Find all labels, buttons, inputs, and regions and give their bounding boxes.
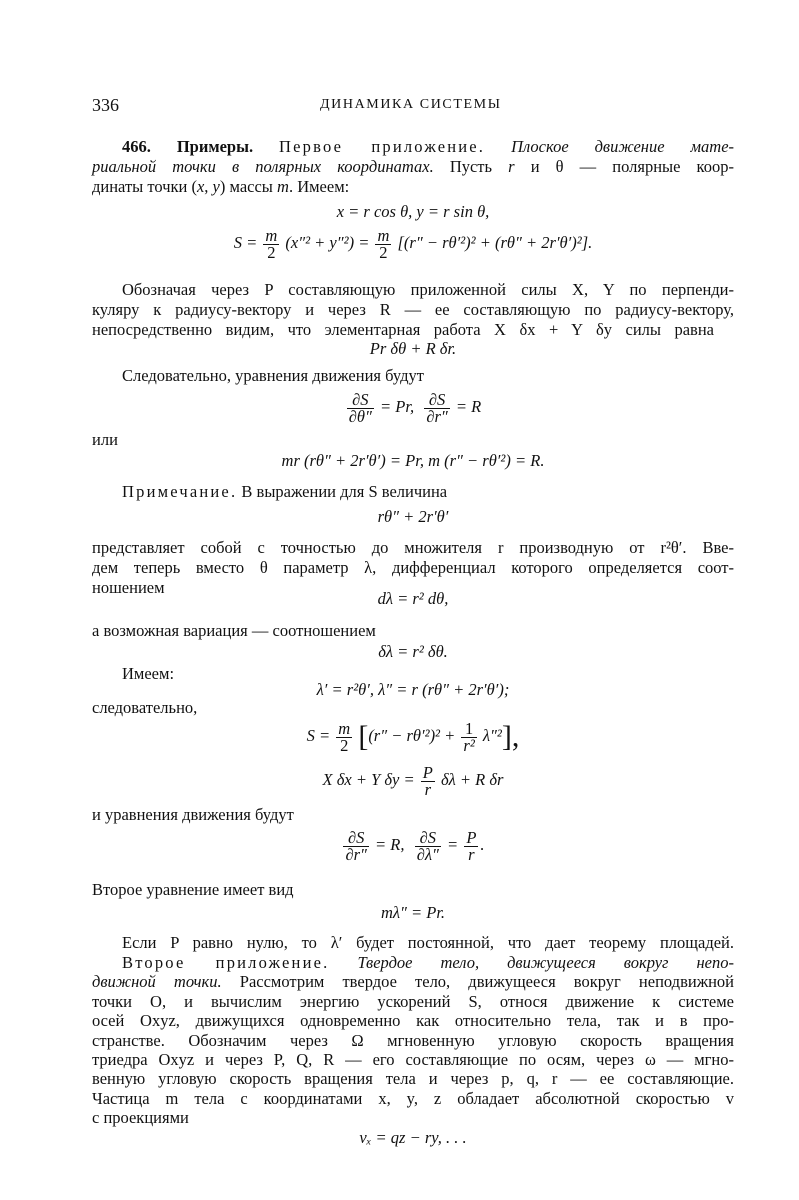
second-app-line-2: движной точки. Рассмотрим твердое тело, движущееся вокруг неподвижной	[92, 972, 734, 991]
lambda-derivatives: λ′ = r²θ′, λ″ = r (rθ″ + 2r′θ′);	[316, 680, 510, 699]
motion-equations: mr (rθ″ + 2r′θ′) = Pr, m (r″ − rθ′²) = R.	[281, 451, 545, 470]
paragraph-3-line-3: ношением	[92, 578, 165, 597]
paragraph-3-line-2: дем теперь вместо θ параметр λ, дифференциал которого определяется соот-	[92, 558, 734, 577]
first-application-label: Первое приложение.	[279, 137, 486, 156]
work-equation-2: X δx + Y δy = $\frac{P}{r}$ δλ + R δr	[322, 762, 504, 799]
work-equation: Pr δθ + R δr.	[369, 339, 457, 358]
second-application-label: Второе приложение.	[122, 953, 330, 972]
second-app-line-9: с проекциями	[92, 1108, 189, 1127]
second-app-line-3: точки O, и вычислим энергию ускорений S, относя движение к системе	[92, 992, 734, 1011]
second-app-line-5: странстве. Обозначим через Ω мгновенную угловую скорость вращения	[92, 1031, 734, 1050]
variation-equation: δλ = r² δθ.	[378, 642, 448, 661]
paragraph-5: Если P равно нулю, то λ′ будет постоянной, что дает теорему площадей.	[122, 933, 734, 952]
energy-equation: S = $\frac{m}{2}$ (x″² + y″²) = $\frac{m}{2}$ [(r″ − rθ′²)² + (rθ″ + 2r′θ′)²].	[233, 225, 593, 262]
second-app-line-4: осей Oxyz, движущихся одновременно как относительно тела, так и в про-	[92, 1011, 734, 1030]
paragraph-1-line-2: куляру к радиусу-вектору и через R — ее составляющую по радиусу-вектору,	[92, 300, 734, 319]
section-line-1: 466. Примеры. Первое приложение. Плоское движение мате-	[122, 137, 735, 156]
velocity-projection: vₓ = qz − ry, . . .	[359, 1128, 467, 1147]
section-number: 466.	[122, 137, 151, 156]
polar-equations: x = r cos θ, y = r sin θ,	[336, 202, 490, 221]
second-equation: mλ″ = Pr.	[380, 903, 446, 922]
note-label: Примечание.	[122, 482, 238, 501]
section-title: Примеры.	[176, 137, 254, 156]
second-app-line-1: Второе приложение. Твердое тело, движущееся вокруг непо-	[122, 953, 734, 972]
page-number: 336	[92, 95, 119, 115]
note-line: Примечание. В выражении для S величина	[122, 482, 448, 501]
section-line-2: риальной точки в полярных координатах. Пусть r и θ — полярные коор-	[92, 157, 734, 176]
second-app-line-6: триедра Oxyz и через P, Q, R — его составляющие по осям, через ω — мгно-	[92, 1050, 734, 1069]
energy-equation-2: S = $\frac{m}{2}$ [(r″ − rθ′²)² + $\frac{1}{\text{r²}}$ λ″²],	[306, 718, 520, 755]
lagrange-equations: $\frac{\partial S}{\partial\theta''}$ = Pr, $\frac{\partial S}{\partial r''}$ = R	[348, 389, 482, 426]
paragraph-1-line-3: непосредственно видим, что элементарная работа X δx + Y δy силы равна	[92, 320, 714, 339]
have-line: Имеем:	[122, 664, 175, 683]
hence-line: следовательно,	[92, 698, 198, 717]
paragraph-3-line-1: представляет собой с точностью до множителя r производную от r²θ′. Вве-	[92, 538, 734, 557]
paragraph-1-line-1: Обозначая через P составляющую приложенной силы X, Y по перпенди-	[122, 280, 734, 299]
paragraph-2: Следовательно, уравнения движения будут	[122, 366, 424, 385]
note-expression: rθ″ + 2r′θ′	[377, 507, 449, 526]
second-app-line-8: Частица m тела с координатами x, y, z обладает абсолютной скоростью v	[92, 1089, 734, 1108]
and-equations-line: и уравнения движения будут	[92, 805, 294, 824]
second-form-line: Второе уравнение имеет вид	[92, 880, 294, 899]
running-title: ДИНАМИКА СИСТЕМЫ	[320, 97, 502, 112]
page-header	[92, 95, 734, 116]
second-app-line-7: венную угловую скорость вращения тела и через p, q, r — ее составляющие.	[92, 1069, 734, 1088]
section-line-3: динаты точки (x, y) массы m. Имеем:	[92, 177, 350, 196]
paragraph-4: а возможная вариация — соотношением	[92, 621, 376, 640]
dlambda-equation: dλ = r² dθ,	[377, 589, 449, 608]
lagrange-equations-2: $\frac{\partial S}{\partial r''}$ = R, $\frac{\partial S}{\partial\lambda''}$ = $\frac{P}{r}$ .	[345, 827, 485, 864]
or-word: или	[92, 430, 118, 449]
